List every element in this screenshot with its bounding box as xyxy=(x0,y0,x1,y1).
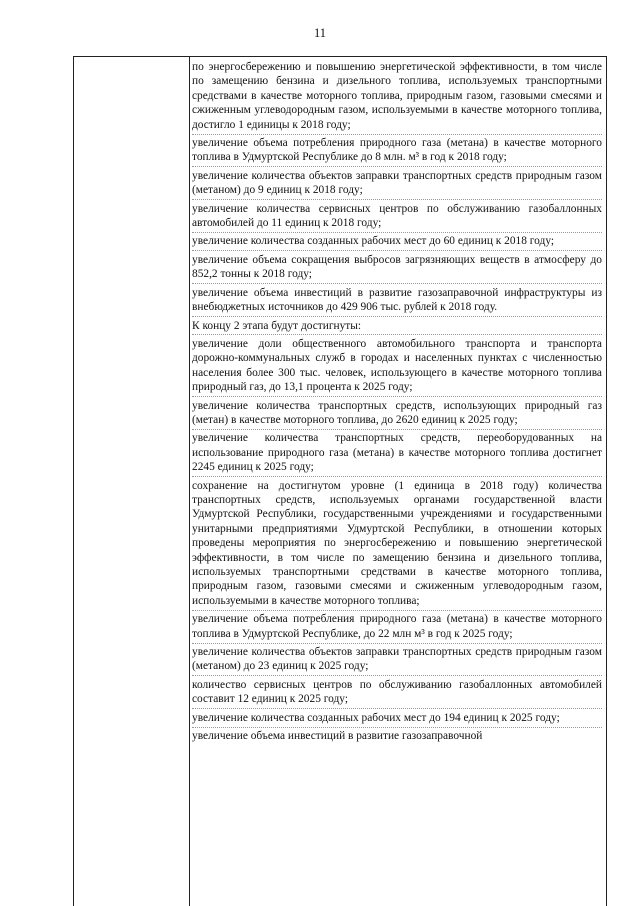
paragraph: К концу 2 этапа будут достигнуты: xyxy=(192,319,602,336)
paragraph: сохранение на достигнутом уровне (1 единица в 2018 году) количества транспортных средств, используемых органами государственной власти Удмуртской Республики, государственными учреждениями и государственными унитарными предприятиями Удмуртской Республики, в отношении которых проведены мероприятия по энергосбережению и повышению энергетической эффективности, в том числе по замещению бензина и дизельного топлива, используемых транспортными средствами в качестве моторного топлива, природным газом, газовыми смесями и сжиженным углеводородным газом, используемыми в качестве моторного топлива; xyxy=(192,479,602,611)
paragraph: увеличение объема потребления природного газа (метана) в качестве моторного топлива в Удмуртской Республике, до 22 млн м³ в год к 2025 году; xyxy=(192,612,602,643)
paragraph: увеличение количества транспортных средств, переоборудованных на использование природного газа (метана) в качестве моторного топлива достигнет 2245 единиц к 2025 году; xyxy=(192,431,602,477)
paragraph: увеличение количества сервисных центров по обслуживанию газобаллонных автомобилей до 11 единиц к 2018 году; xyxy=(192,202,602,233)
paragraph: увеличение количества созданных рабочих мест до 194 единиц к 2025 году; xyxy=(192,711,602,728)
description-cell xyxy=(192,60,602,906)
paragraph: увеличение объема инвестиций в развитие газозаправочной инфраструктуры из внебюджетных источников до 429 906 тыс. рублей к 2018 году. xyxy=(192,286,602,317)
paragraph: увеличение количества созданных рабочих мест до 60 единиц к 2018 году; xyxy=(192,234,602,251)
paragraph: увеличение объема потребления природного газа (метана) в качестве моторного топлива в Удмуртской Республике до 8 млн. м³ в год к 2018 году; xyxy=(192,136,602,167)
paragraph: увеличение объема инвестиций в развитие газозаправочной xyxy=(192,730,483,743)
column-divider xyxy=(189,57,190,906)
paragraph: количество сервисных центров по обслуживанию газобаллонных автомобилей составит 12 единиц к 2025 году; xyxy=(192,678,602,709)
paragraph: увеличение количества транспортных средств, использующих природный газ (метан) в качестве моторного топлива, до 2620 единиц к 2025 году; xyxy=(192,399,602,430)
paragraph: увеличение количества объектов заправки транспортных средств природным газом (метаном) до 9 единиц к 2018 году; xyxy=(192,169,602,200)
page-number: 11 xyxy=(313,26,327,40)
paragraph: по энергосбережению и повышению энергетической эффективности, в том числе по замещению бензина и дизельного топлива, используемых транспортными средствами в качестве моторного топлива, природным газом, газовыми смесями и сжиженным углеводородным газом, используемыми в качестве моторного топлива, достигло 1 единицы к 2018 году; xyxy=(192,60,602,135)
paragraph: увеличение количества объектов заправки транспортных средств природным газом (метаном) до 23 единиц к 2025 году; xyxy=(192,645,602,676)
paragraph: увеличение объема сокращения выбросов загрязняющих веществ в атмосферу до 852,2 тонны к 2018 году; xyxy=(192,253,602,284)
document-table xyxy=(73,56,607,906)
paragraph: увеличение доли общественного автомобильного транспорта и транспорта дорожно-коммунальных служб в городах и населенных пунктах с численностью населения более 300 тыс. человек, использующего в качестве моторного топлива природный газ, до 13,1 процента к 2025 году; xyxy=(192,337,602,397)
